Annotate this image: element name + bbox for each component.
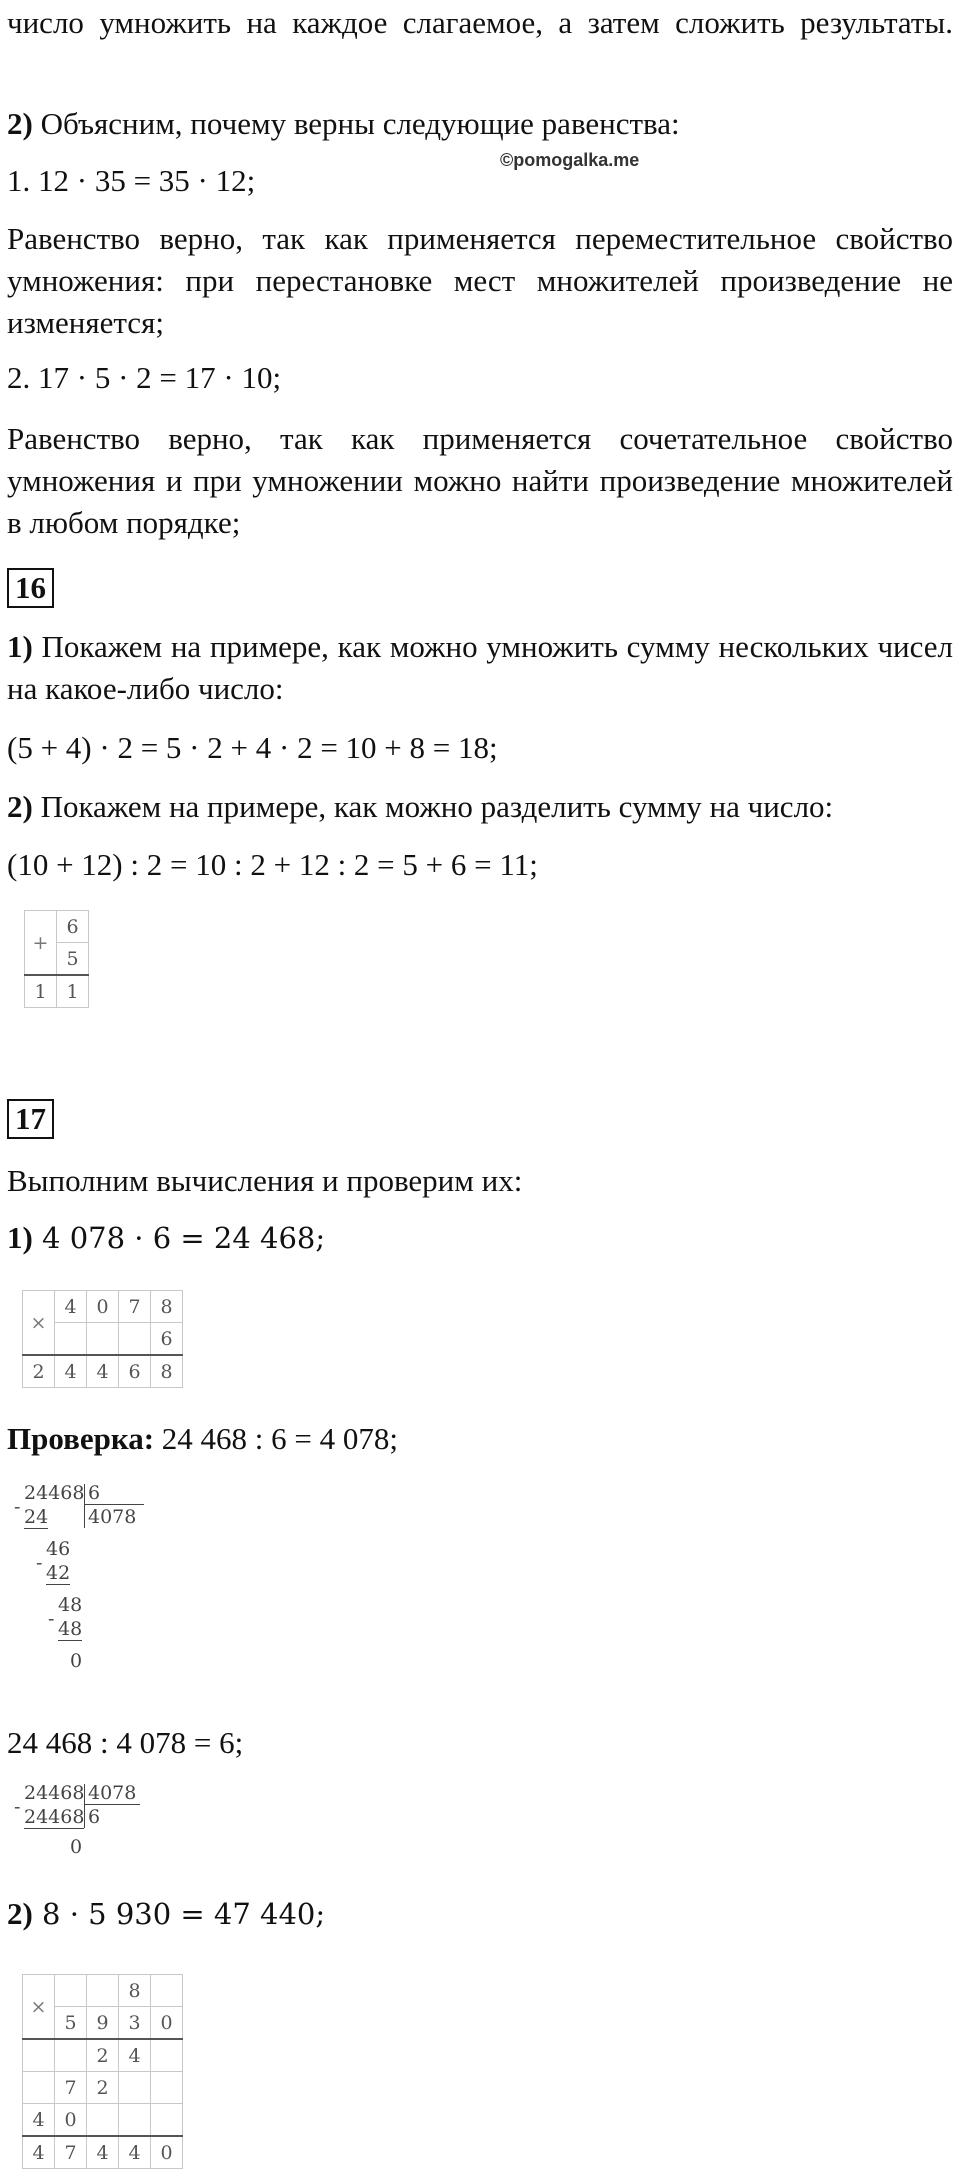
- partial-digit: [119, 2104, 151, 2137]
- partial-digit: [23, 2039, 55, 2072]
- minus-sign: -: [14, 1496, 21, 1518]
- mult-result-digit: 7: [55, 2136, 87, 2169]
- task16-part1: [7, 626, 953, 710]
- partial-digit: [119, 2072, 151, 2104]
- times-sign: ×: [23, 1975, 55, 2040]
- check-2-line: 24 468 : 4 078 = 6;: [7, 1725, 244, 1760]
- part2-number: 2): [7, 106, 33, 141]
- intro-text: число умножить на каждое слагаемое, а затем сложить результаты.: [7, 5, 953, 40]
- mult-result-digit: 4: [87, 2136, 119, 2169]
- mult-digit: 8: [119, 1975, 151, 2007]
- task17-example-1: [7, 1217, 325, 1259]
- mult-digit: 6: [151, 1323, 183, 1356]
- dividend: 24468: [24, 1782, 85, 1804]
- mult-digit: 8: [151, 1291, 183, 1323]
- task17-example-2: [7, 1893, 325, 1935]
- mult-digit: [119, 1323, 151, 1356]
- check-line: [7, 1418, 398, 1460]
- part2-text: Объясним, почему верны следующие равенства:: [32, 106, 680, 141]
- mult-digit: 7: [119, 1291, 151, 1323]
- divisor: 6: [88, 1482, 101, 1504]
- mult-result-digit: 4: [119, 2136, 151, 2169]
- mult-digit: [87, 1975, 119, 2007]
- quotient: 6: [88, 1806, 101, 1828]
- partial-digit: 0: [55, 2104, 87, 2137]
- quotient: 4078: [88, 1506, 137, 1528]
- task17-example-1-text: 4 078 · 6 = 24 468;: [32, 1221, 326, 1255]
- task17-example-1-number: 1): [7, 1220, 33, 1255]
- long-division-2: [14, 1782, 154, 1872]
- task17-example-2-text: 8 · 5 930 = 47 440;: [32, 1897, 326, 1931]
- watermark: ©pomogalka.me: [500, 150, 640, 170]
- division-step: 46: [46, 1538, 71, 1560]
- task16-part2: [7, 786, 833, 828]
- division-remainder: 0: [70, 1650, 83, 1672]
- task-17-number: 17: [7, 1099, 54, 1139]
- partial-digit: 7: [55, 2072, 87, 2104]
- partial-digit: [23, 2072, 55, 2104]
- minus-sign: -: [14, 1796, 21, 1818]
- part2-heading: [7, 103, 680, 145]
- task16-part2-text: Покажем на примере, как можно разделить сумму на число:: [32, 789, 834, 824]
- mult-digit: [87, 1323, 119, 1356]
- mult-result-digit: 8: [151, 1355, 183, 1388]
- partial-digit: [151, 2072, 183, 2104]
- mult-result-digit: 4: [87, 1355, 119, 1388]
- dividend: 24468: [24, 1482, 85, 1504]
- add-result-digit: 1: [57, 975, 89, 1008]
- partial-digit: 4: [23, 2104, 55, 2137]
- plus-sign: +: [25, 911, 57, 976]
- mult-result-digit: 2: [23, 1355, 55, 1388]
- task17-example-2-number: 2): [7, 1896, 33, 1931]
- mult-digit: 3: [119, 2007, 151, 2040]
- mult-digit: 5: [55, 2007, 87, 2040]
- check-label: Проверка:: [7, 1421, 155, 1456]
- mult-result-digit: 6: [119, 1355, 151, 1388]
- mult-digit: [55, 1975, 87, 2007]
- partial-digit: 2: [87, 2072, 119, 2104]
- partial-digit: [151, 2104, 183, 2137]
- partial-digit: 2: [87, 2039, 119, 2072]
- mult-digit: 0: [151, 2007, 183, 2040]
- explanation-1: Равенство верно, так как применяется переместительное свойство умножения: при перестановке мест множителей произведение не изменяется;: [7, 221, 953, 340]
- times-sign: ×: [23, 1291, 55, 1356]
- minus-sign: -: [36, 1552, 43, 1574]
- explanation-2: Равенство верно, так как применяется сочетательное свойство умножения и при умножении можно найти произведение множителей в любом порядке;: [7, 421, 953, 540]
- mult-result-digit: 4: [23, 2136, 55, 2169]
- add-digit: 6: [57, 911, 89, 943]
- task16-equation-2: (10 + 12) : 2 = 10 : 2 + 12 : 2 = 5 + 6 = 11;: [7, 847, 538, 882]
- partial-digit: 4: [119, 2039, 151, 2072]
- intro-paragraph: [7, 2, 953, 44]
- mult-digit: [55, 1323, 87, 1356]
- mult-result-digit: 4: [55, 1355, 87, 1388]
- partial-digit: [87, 2104, 119, 2137]
- task16-part2-number: 2): [7, 789, 33, 824]
- division-bracket: [84, 1484, 85, 1528]
- mult-result-digit: 0: [151, 2136, 183, 2169]
- task16-part1-number: 1): [7, 629, 33, 664]
- quotient-line: [84, 1804, 140, 1805]
- task16-equation-1: (5 + 4) · 2 = 5 · 2 + 4 · 2 = 10 + 8 = 18;: [7, 730, 498, 765]
- partial-digit: [55, 2039, 87, 2072]
- quotient-line: [84, 1504, 144, 1505]
- division-step: 48: [58, 1594, 83, 1616]
- task17-intro: Выполним вычисления и проверим их:: [7, 1163, 523, 1198]
- division-step: 24: [24, 1506, 49, 1528]
- subtrahend: 24468: [24, 1806, 85, 1828]
- task16-part1-text: Покажем на примере, как можно умножить сумму нескольких чисел на какое-либо число:: [7, 629, 953, 706]
- mult-digit: 0: [87, 1291, 119, 1323]
- equation-1: 1. 12 · 35 = 35 · 12;: [7, 163, 256, 198]
- addition-column-table: [24, 910, 89, 1008]
- check-text: 24 468 : 6 = 4 078;: [154, 1421, 399, 1456]
- multiplication-table-1: [22, 1290, 183, 1388]
- multiplication-table-2: [22, 1974, 183, 2169]
- division-step: 42: [46, 1562, 71, 1584]
- task-16-number: 16: [7, 568, 54, 608]
- add-result-digit: 1: [25, 975, 57, 1008]
- division-remainder: 0: [70, 1836, 83, 1858]
- partial-digit: [151, 2039, 183, 2072]
- mult-digit: [151, 1975, 183, 2007]
- minus-sign: -: [48, 1608, 55, 1630]
- add-digit: 5: [57, 943, 89, 976]
- mult-digit: 9: [87, 2007, 119, 2040]
- mult-digit: 4: [55, 1291, 87, 1323]
- divisor: 4078: [88, 1782, 137, 1804]
- long-division-1: [14, 1482, 154, 1692]
- equation-2: 2. 17 · 5 · 2 = 17 · 10;: [7, 360, 282, 395]
- division-step: 48: [58, 1618, 83, 1640]
